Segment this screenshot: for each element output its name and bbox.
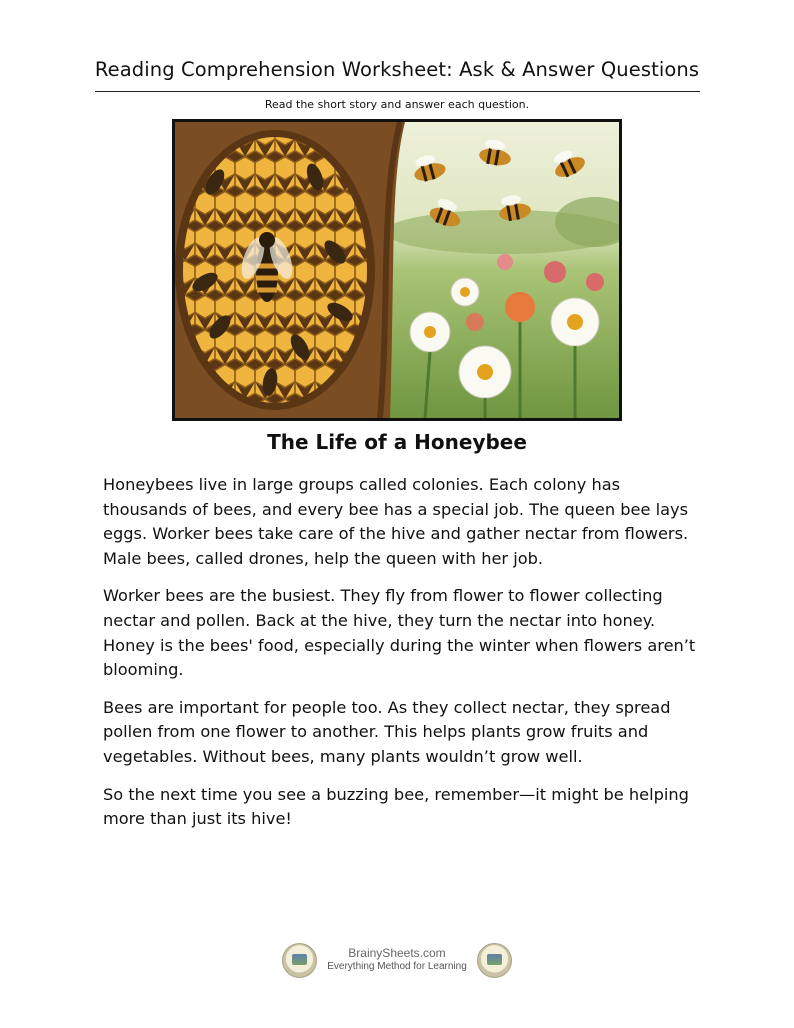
story-title: The Life of a Honeybee xyxy=(267,430,527,454)
worksheet-title: Reading Comprehension Worksheet: Ask & Answer Questions xyxy=(94,58,700,81)
footer-tagline: Everything Method for Learning xyxy=(327,961,467,972)
footer-site-link[interactable]: BrainySheets.com xyxy=(348,946,446,960)
footer-text xyxy=(327,946,467,974)
brainysheets-logo-icon xyxy=(477,943,512,978)
story-body xyxy=(103,473,703,845)
story-paragraph: Honeybees live in large groups called colonies. Each colony has thousands of bees, and every bee has a special job. The queen bee lays eggs. Worker bees take care of the hive and gather nectar from flowers. Male bees, called drones, help the queen with her job. xyxy=(103,475,689,568)
brainysheets-logo-icon xyxy=(282,943,317,978)
footer xyxy=(0,940,794,980)
title-divider xyxy=(95,91,700,92)
story-paragraph: Worker bees are the busiest. They fly from flower to flower collecting nectar and pollen. Back at the hive, they turn the nectar into honey. Honey is the bees' food, especially during the winter when flowers aren’t blooming. xyxy=(103,586,696,680)
story-paragraph: Bees are important for people too. As they collect nectar, they spread pollen from one flower to another. This helps plants grow fruits and vegetables. Without bees, many plants wouldn’t grow well. xyxy=(103,697,671,766)
story-paragraph: So the next time you see a buzzing bee, remember—it might be helping more than just its hive! xyxy=(103,784,689,829)
honeybee-illustration xyxy=(172,119,622,421)
instructions-text: Read the short story and answer each question. xyxy=(264,98,530,111)
